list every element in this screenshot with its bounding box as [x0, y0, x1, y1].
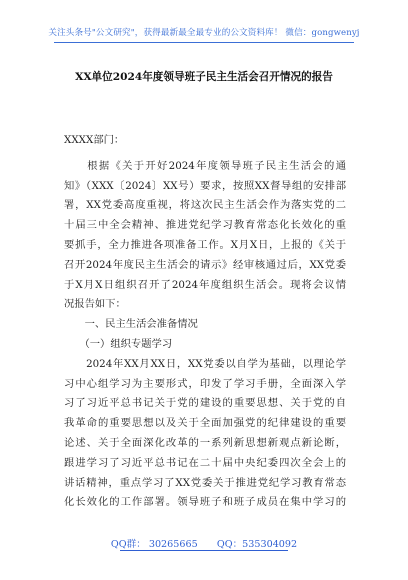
paragraph-line: 我革命的重要思想以及关于全面加强党的纪律建设的重要: [64, 417, 346, 430]
paragraph-line: 讲话精神，重点学习了XX党委关于推进党纪学习教育常态: [64, 476, 346, 489]
salutation: XXXX部门：: [64, 134, 125, 146]
paragraph-line: 署，XX党委高度重视，将这次民主生活会作为落实党的二: [64, 199, 346, 212]
document-body: [64, 131, 346, 513]
paragraph-line: 知》（XXX〔2024〕XX号）要求，按照XX督导组的安排部: [64, 179, 346, 192]
section-heading: 一、民主生活会准备情况: [64, 318, 198, 331]
subsection-heading: （一）组织专题学习: [64, 337, 173, 350]
paragraph-line: 十届三中全会精神、推进党纪学习教育常态化长效化的重: [64, 219, 346, 232]
document-title: XX单位2024年度领导班子民主生活会召开情况的报告: [75, 71, 333, 83]
paragraph-line: 习中心组学习为主要形式，印发了学习手册，全面深入学: [64, 377, 346, 390]
paragraph-line: 况报告如下：: [64, 298, 126, 311]
paragraph-line: 跟进学习了习近平总书记在二十届中央纪委四次全会上的: [64, 456, 346, 469]
paragraph-line: 论述、关于全面深化改革的一系列新思想新观点新论断，: [64, 436, 346, 449]
header-promo-note: 关注头条号"公文研究"，获得最新最全最专业的公文资料库！ 微信：gongwenyj: [48, 28, 360, 38]
paragraph-line: 2024年XX月XX日，XX党委以自学为基础，以理论学: [64, 357, 346, 370]
paragraph-line: 化长效化的工作部署。领导班子和班子成员在集中学习的: [64, 496, 346, 509]
paragraph-line: 于X月X日组织召开了2024年度组织生活会。现将会议情: [64, 278, 346, 291]
footer-divider: [120, 550, 288, 551]
paragraph-line: 要抓手，全力推进各项准备工作。X月X日，上报的《关于: [64, 238, 346, 251]
paragraph-line: 根据《关于开好2024年度领导班子民主生活会的通: [64, 159, 346, 172]
paragraph-line: 习了习近平总书记关于党的建设的重要思想、关于党的自: [64, 397, 346, 410]
paragraph-line: 召开2024年度民主生活会的请示》经审核通过后，XX党委: [64, 258, 346, 271]
header-divider: [54, 42, 354, 43]
footer-contact-note: QQ群： 30265665 QQ：535304092: [110, 539, 298, 550]
